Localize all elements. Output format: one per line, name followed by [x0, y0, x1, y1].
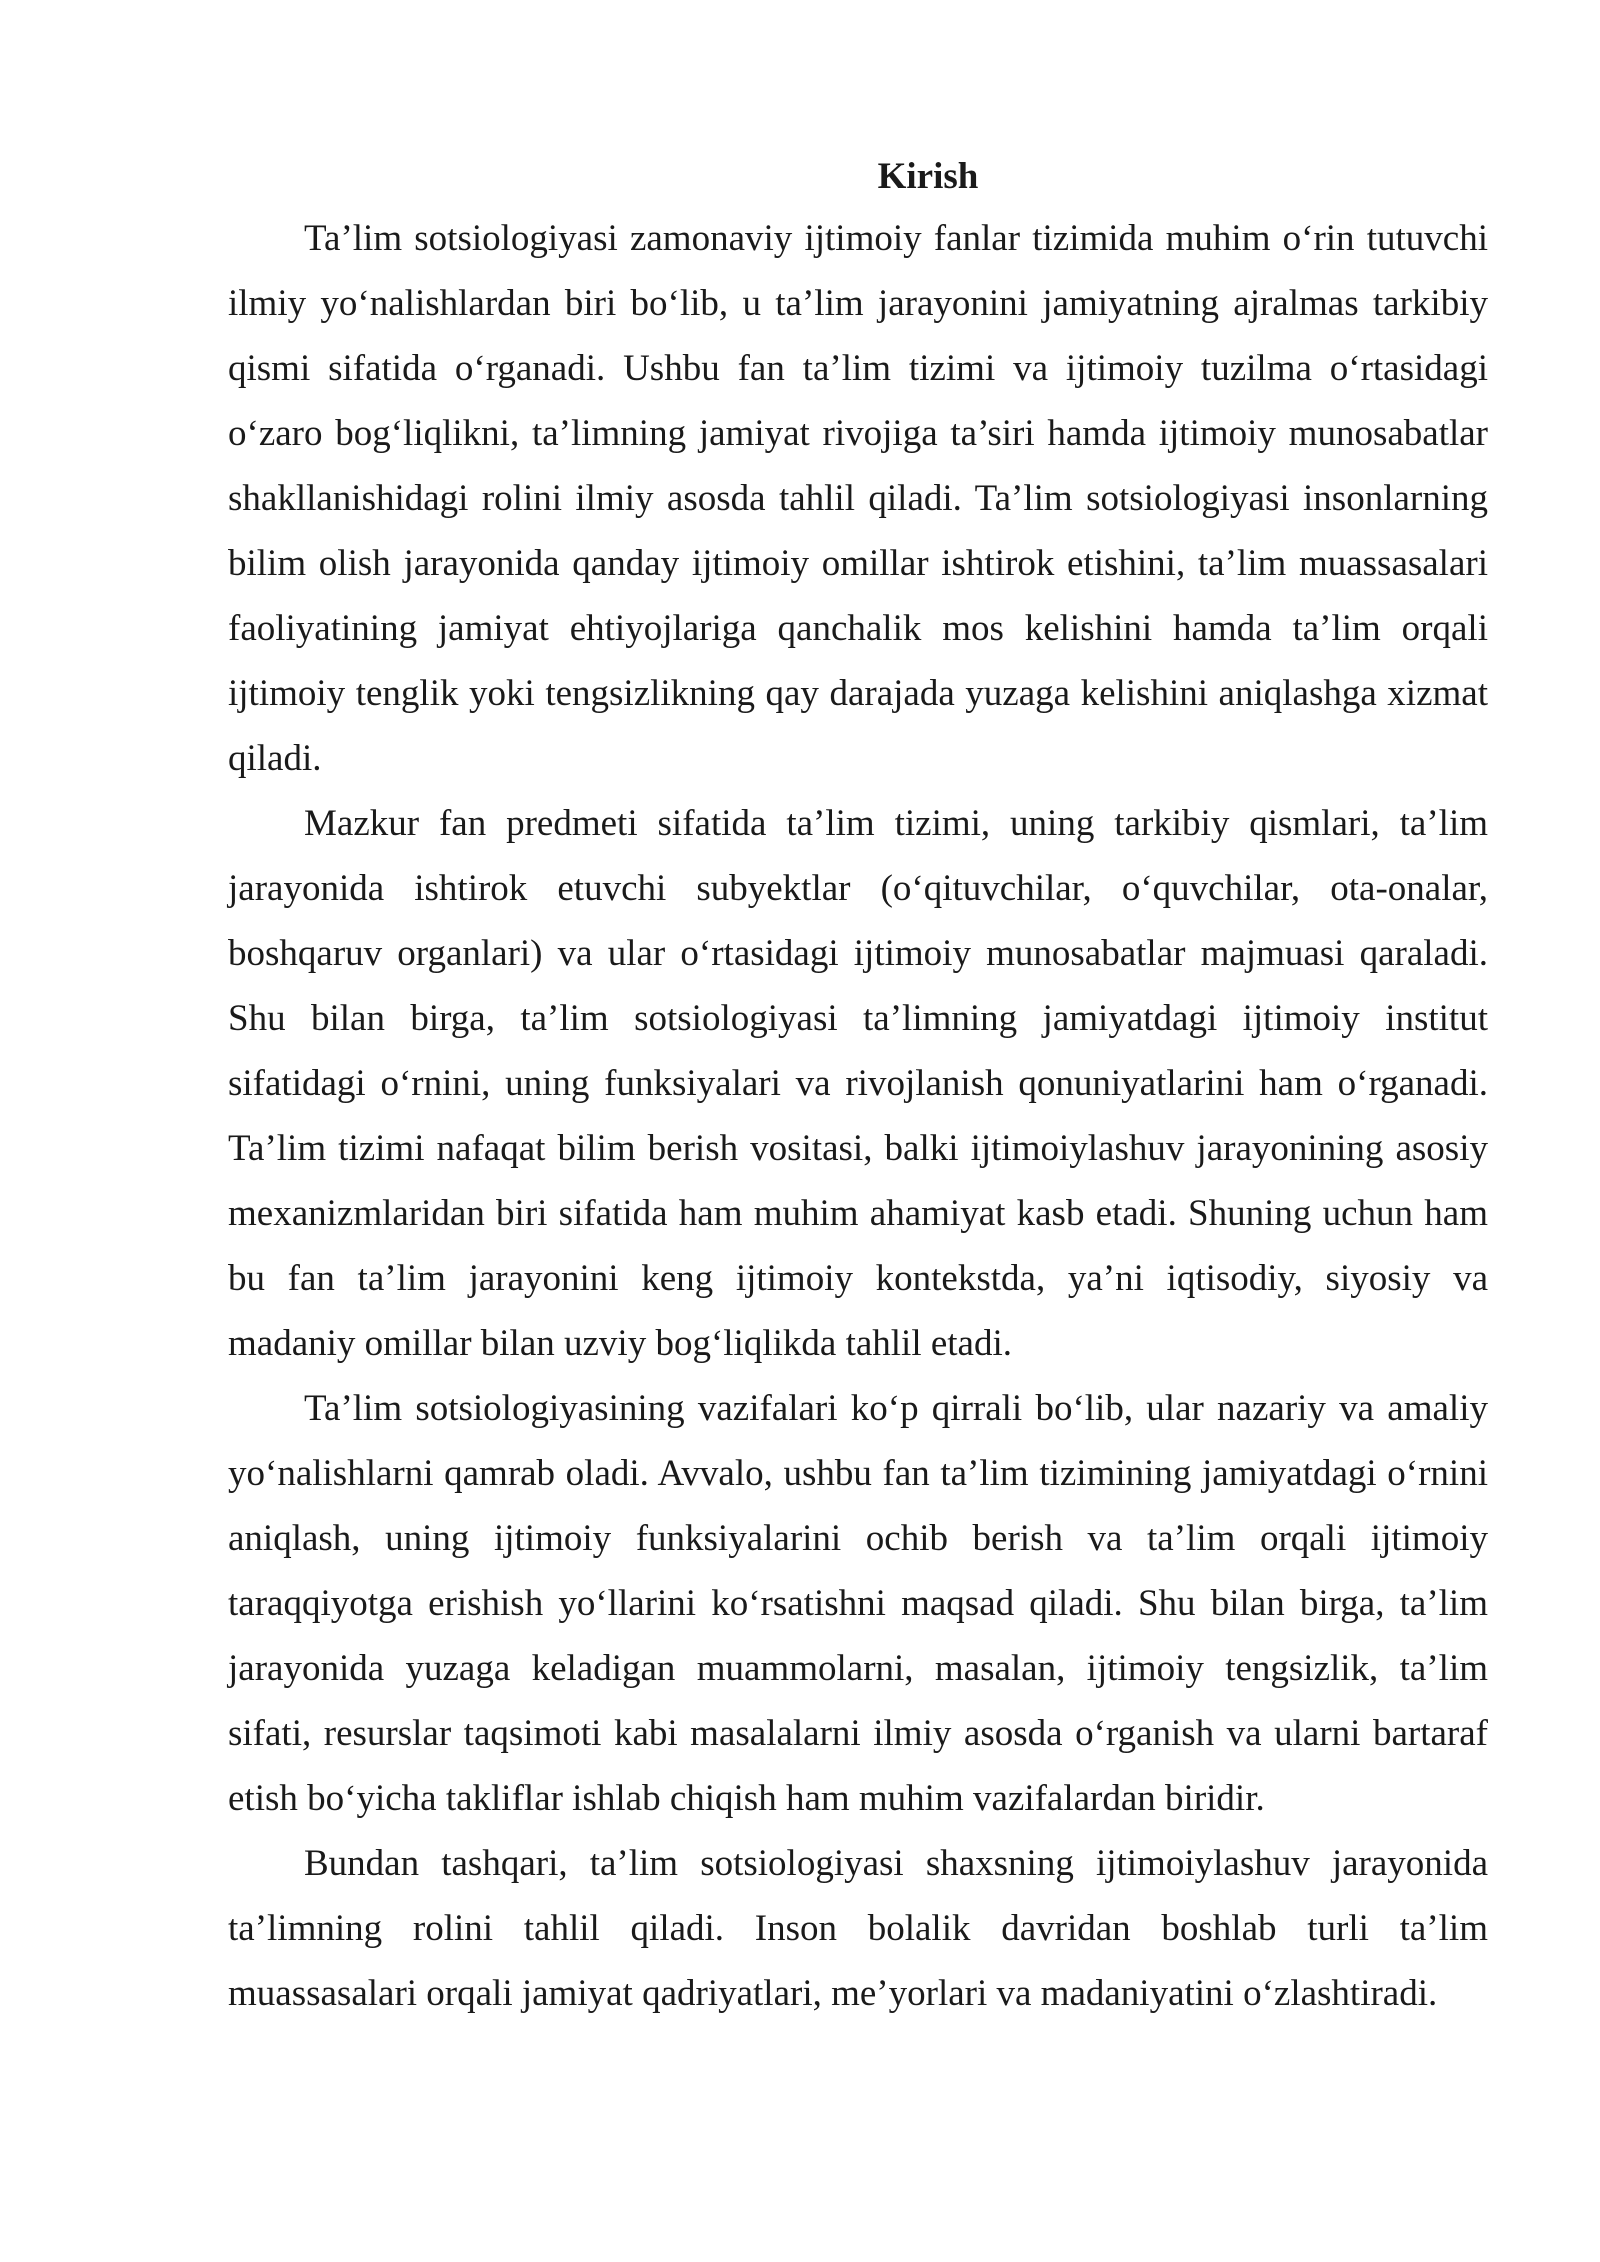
paragraph-3: Ta’lim sotsiologiyasining vazifalari ko‘p qirrali bo‘lib, ular nazariy va amaliy yo‘nalishlarni qamrab oladi. Avvalo, ushbu fan ta’lim tizimining jamiyatdagi o‘rnini aniqlash, uning ijtimoiy funksiyalarini ochib berish va ta’lim orqali ijtimoiy taraqqiyotga erishish yo‘llarini ko‘rsatishni maqsad qiladi. Shu bilan birga, ta’lim jarayonida yuzaga keladigan muammolarni, masalan, ijtimoiy tengsizlik, ta’lim sifati, resurslar taqsimoti kabi masalalarni ilmiy asosda o‘rganish va ularni bartaraf etish bo‘yicha takliflar ishlab chiqish ham muhim vazifalardan biridir. [228, 1388, 1488, 1819]
paragraph-2: Mazkur fan predmeti sifatida ta’lim tizimi, uning tarkibiy qismlari, ta’lim jarayonida ishtirok etuvchi subyektlar (o‘qituvchilar, o‘quvchilar, ota-onalar, boshqaruv organlari) va ular o‘rtasidagi ijtimoiy munosabatlar majmuasi qaraladi. Shu bilan birga, ta’lim sotsiologiyasi ta’limning jamiyatdagi ijtimoiy institut sifatidagi o‘rnini, uning funksiyalari va rivojlanish qonuniyatlarini ham o‘rganadi. Ta’lim tizimi nafaqat bilim berish vositasi, balki ijtimoiylashuv jarayonining asosiy mexanizmlaridan biri sifatida ham muhim ahamiyat kasb etadi. Shuning uchun ham bu fan ta’lim jarayonini keng ijtimoiy kontekstda, ya’ni iqtisodiy, siyosiy va madaniy omillar bilan uzviy bog‘liqlikda tahlil etadi. [228, 803, 1488, 1364]
page-title: Kirish [877, 156, 979, 197]
document-body [228, 148, 1488, 2026]
paragraph-4: Bundan tashqari, ta’lim sotsiologiyasi shaxsning ijtimoiylashuv jarayonida ta’limning rolini tahlil qiladi. Inson bolalik davridan boshlab turli ta’lim muassasalari orqali jamiyat qadriyatlari, me’yorlari va madaniyatini o‘zlashtiradi. [228, 1843, 1488, 2014]
paragraph-1: Ta’lim sotsiologiyasi zamonaviy ijtimoiy fanlar tizimida muhim o‘rin tutuvchi ilmiy yo‘nalishlardan biri bo‘lib, u ta’lim jarayonini jamiyatning ajralmas tarkibiy qismi sifatida o‘rganadi. Ushbu fan ta’lim tizimi va ijtimoiy tuzilma o‘rtasidagi o‘zaro bog‘liqlikni, ta’limning jamiyat rivojiga ta’siri hamda ijtimoiy munosabatlar shakllanishidagi rolini ilmiy asosda tahlil qiladi. Ta’lim sotsiologiyasi insonlarning bilim olish jarayonida qanday ijtimoiy omillar ishtirok etishini, ta’lim muassasalari faoliyatining jamiyat ehtiyojlariga qanchalik mos kelishini hamda ta’lim orqali ijtimoiy tenglik yoki tengsizlikning qay darajada yuzaga kelishini aniqlashga xizmat qiladi. [228, 218, 1488, 779]
